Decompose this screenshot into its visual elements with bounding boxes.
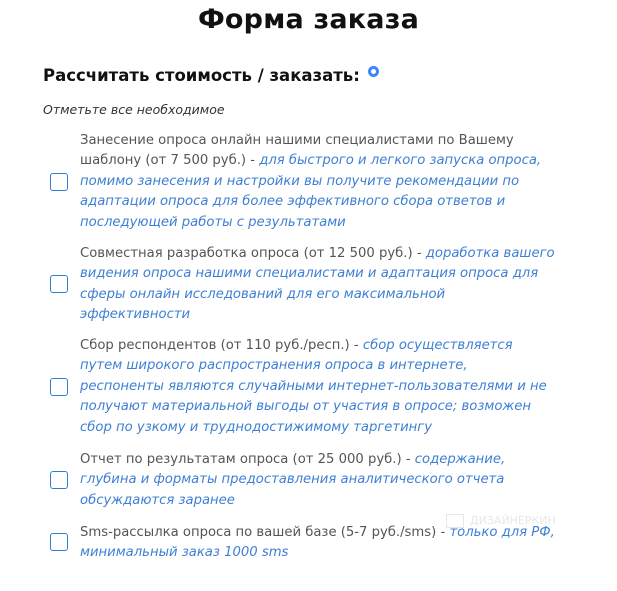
section-hint: Отметьте все необходимое (43, 102, 225, 117)
watermark (446, 513, 576, 531)
option-description: только для РФ, минимальный заказ 1000 sms (80, 525, 555, 561)
option-checkbox[interactable] (50, 471, 68, 489)
option-description: сбор осуществляется путем широкого распространения опроса в интернете, респоненты являются случайными интернет-пользователями и не получают материальной выгоды от участия в опросе; возможен сбор по узкому и труднодостижимому таргетингу (80, 338, 547, 435)
option-label: Sms-рассылка опроса по вашей базе (5-7 руб./sms) - (80, 525, 450, 540)
watermark-text: ДИЗАЙНЕРКИН (470, 514, 556, 527)
option-label: Занесение опроса онлайн нашими специалистами по Вашему шаблону (от 7 500 руб.) - (80, 133, 514, 169)
option-checkbox[interactable] (50, 378, 68, 396)
section-title: Рассчитать стоимость / заказать: (43, 66, 360, 85)
option-checkbox[interactable] (50, 173, 68, 191)
option-text (80, 450, 555, 511)
option-text (80, 336, 555, 438)
option-checkbox[interactable] (50, 275, 68, 293)
required-indicator-icon (368, 66, 379, 77)
watermark-logo-icon (446, 514, 464, 528)
option-description: для быстрого и легкого запуска опроса, помимо занесения и настройки вы получите рекомендации по адаптации опроса для более эффективного сбора ответов и последующей работы с результатами (80, 153, 542, 230)
option-label: Сбор респондентов (от 110 руб./респ.) - (80, 338, 363, 353)
option-text (80, 131, 555, 233)
option-label: Отчет по результатам опроса (от 25 000 руб.) - (80, 452, 415, 467)
option-description: доработка вашего видения опроса нашими специалистами и адаптация опроса для сферы онлайн исследований для его максимальной эффективности (80, 246, 555, 323)
option-checkbox[interactable] (50, 533, 68, 551)
option-label: Совместная разработка опроса (от 12 500 руб.) - (80, 246, 426, 261)
page-title: Форма заказа (197, 4, 420, 35)
option-description: содержание, глубина и форматы предоставления аналитического отчета обсуждаются заранее (80, 452, 506, 508)
option-text (80, 244, 555, 326)
